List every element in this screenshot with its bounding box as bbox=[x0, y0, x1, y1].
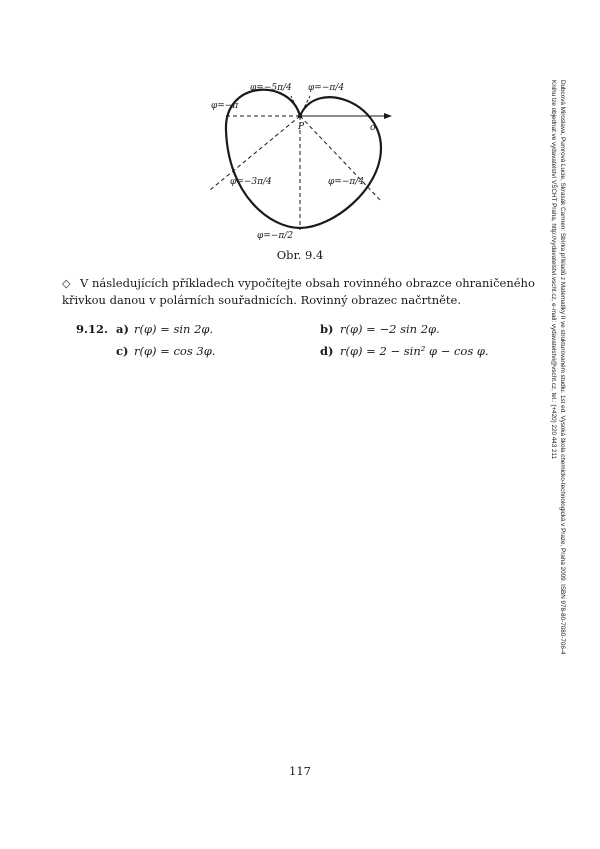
part-c-expression: r(φ) = cos 3φ. bbox=[134, 344, 216, 358]
label-left: φ=−π bbox=[211, 101, 239, 111]
cardioid-curve bbox=[226, 90, 381, 228]
problem-row bbox=[76, 318, 536, 340]
part-a-expression: r(φ) = sin 2φ. bbox=[134, 322, 214, 336]
part-d-label: d) bbox=[320, 344, 334, 358]
problem-set bbox=[76, 318, 536, 362]
side-note-citation: Dubcová Miroslava, Pumrová Lucie, Skrasák Carmen: Sbírka příkladů z Matematiky II ve strukturovaném studiu. 1st ed. Vysoká škola chemicko-technologická v Praze, Praha 2009. ISBN 978-80-7080-706-4 bbox=[559, 80, 566, 655]
label-top-right: φ=−π/4 bbox=[308, 83, 345, 93]
intro-paragraph bbox=[62, 275, 540, 308]
part-a-label: a) bbox=[116, 322, 129, 336]
label-axis: o bbox=[370, 123, 376, 133]
side-note-order-info: Knihu lze objednat ve vydavatelství VŠCHT Praha, http://vydavatelstvi.vscht.cz, e-mail: vydavatelstvi@vscht.cz, tel.: (+420) 220 443 211 bbox=[550, 80, 558, 460]
label-top-left: φ=−5π/4 bbox=[250, 83, 292, 93]
figure-caption: Obr. 9.4 bbox=[276, 248, 324, 262]
diamond-icon: ◇ bbox=[62, 277, 71, 290]
label-origin: P bbox=[298, 122, 305, 132]
label-lower-left: φ=−3π/4 bbox=[230, 177, 272, 187]
figure-cardioid bbox=[200, 70, 410, 260]
axis-arrow-icon bbox=[384, 113, 392, 119]
label-lower-right: φ=−π/4 bbox=[328, 177, 365, 187]
problem-row bbox=[76, 340, 536, 362]
origin-point bbox=[298, 114, 302, 118]
page-number: 117 bbox=[289, 764, 311, 778]
part-d-expression: r(φ) = 2 − sin² φ − cos φ. bbox=[340, 344, 489, 358]
intro-text: V následujících příkladech vypočítejte obsah rovinného obrazce ohraničeného křivkou danou v polárních souřadnicích. Rovinný obrazec načrtněte. bbox=[62, 276, 535, 307]
label-bottom: φ=−π/2 bbox=[257, 231, 294, 241]
part-b-label: b) bbox=[320, 322, 334, 336]
problem-number: 9.12. bbox=[76, 322, 109, 336]
part-c-label: c) bbox=[116, 344, 129, 358]
cardioid-diagram bbox=[200, 70, 410, 260]
part-b-expression: r(φ) = −2 sin 2φ. bbox=[340, 322, 440, 336]
